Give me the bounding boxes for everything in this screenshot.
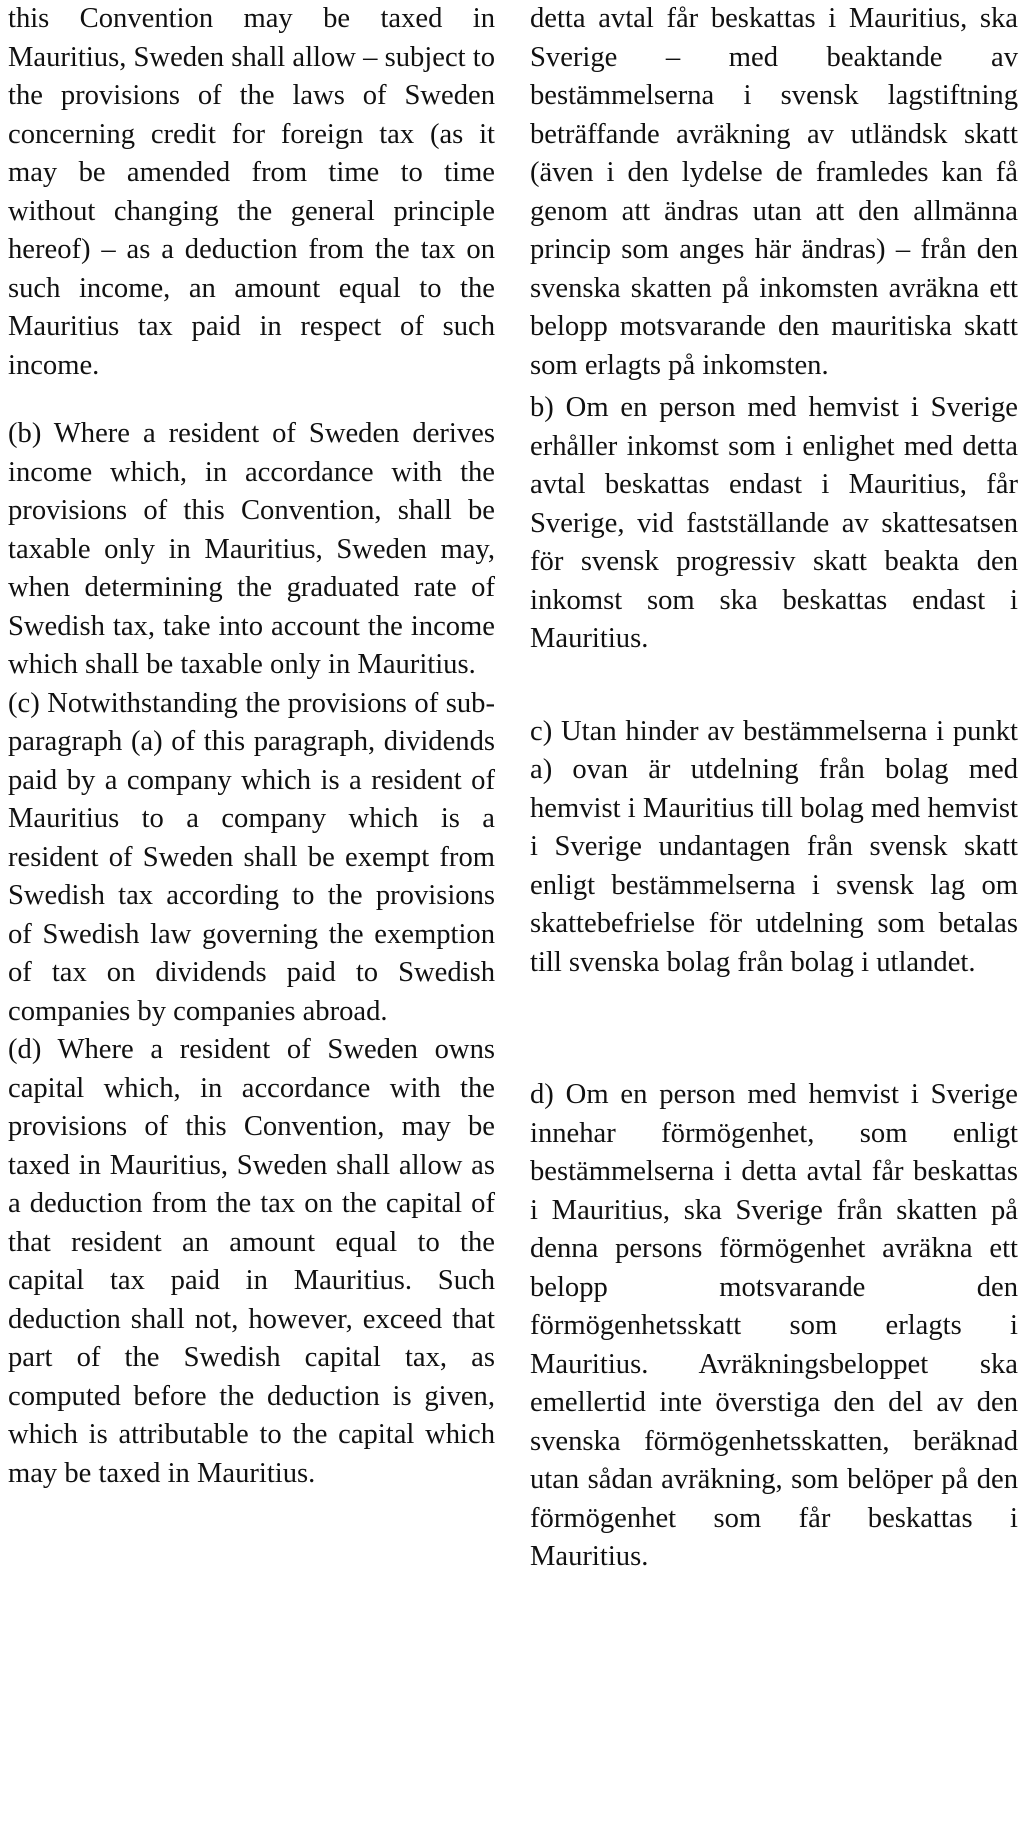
english-paragraph-b: (b) Where a resident of Sweden derives income which, in accordance with the provisions of this Convention, shall be taxable only in Mauritius, Sweden may, when determining the graduated rate of Swedish tax, take into account the income which shall be taxable only in Mauritius. <box>8 418 495 680</box>
english-paragraph-a-continued: this Convention may be taxed in Mauritius, Sweden shall allow – subject to the provisions of the laws of Sweden concerning credit for foreign tax (as it may be amended from time to time without changing the general principle hereof) – as a deduction from the tax on such income, an amount equal to the Mauritius tax paid in respect of such income. <box>8 3 495 381</box>
english-paragraph-d: (d) Where a resident of Sweden owns capital which, in accordance with the provisions of this Convention, may be taxed in Mauritius, Sweden shall allow as a deduction from the tax on the capital of that resident an amount equal to the capital tax paid in Mauritius. Such deduction shall not, however, exceed that part of the Swedish capital tax, as computed before the deduction is given, which is attributable to the capital which may be taxed in Mauritius. <box>8 1034 495 1489</box>
english-paragraph-c: (c) Notwithstanding the provisions of sub-paragraph (a) of this paragraph, dividends paid by a company which is a resident of Mauritius to a company which is a resident of Sweden shall be exempt from Swedish tax according to the provisions of Swedish law governing the exemption of tax on dividends paid to Swedish companies by companies abroad. <box>8 687 495 1027</box>
english-column <box>8 0 495 1493</box>
swedish-column <box>530 0 1018 1577</box>
swedish-paragraph-a-continued: detta avtal får beskattas i Mauritius, ska Sverige – med beaktande av bestämmelserna i svensk lagstiftning beträffande avräkning av utländsk skatt (även i den lydelse de framledes kan få genom att ändras utan att den allmänna princip som anges här ändras) – från den svenska skatten på inkomsten avräkna ett belopp motsvarande den mauritiska skatt som erlagts på inkomsten. <box>530 3 1018 381</box>
swedish-paragraph-b: b) Om en person med hemvist i Sverige erhåller inkomst som i enlighet med detta avtal beskattas endast i Mauritius, får Sverige, vid fastställande av skattesatsen för svensk progressiv skatt beakta den inkomst som ska beskattas endast i Mauritius. <box>530 392 1018 654</box>
swedish-paragraph-d: d) Om en person med hemvist i Sverige innehar förmögenhet, som enligt bestämmelserna i detta avtal får beskattas i Mauritius, ska Sverige från skatten på denna persons förmögenhet avräkna ett belopp motsvarande den förmögenhetsskatt som erlagts i Mauritius. Avräkningsbeloppet ska emellertid inte överstiga den del av den svenska förmögenhetsskatten, beräknad utan sådan avräkning, som belöper på den förmögenhet som får beskattas i Mauritius. <box>530 1079 1018 1572</box>
swedish-paragraph-c: c) Utan hinder av bestämmelserna i punkt a) ovan är utdelning från bolag med hemvist i Mauritius till bolag med hemvist i Sverige undantagen från svensk skatt enligt bestämmelserna i svensk lag om skattebefrielse för utdelning som betalas till svenska bolag från bolag i utlandet. <box>530 715 1018 978</box>
